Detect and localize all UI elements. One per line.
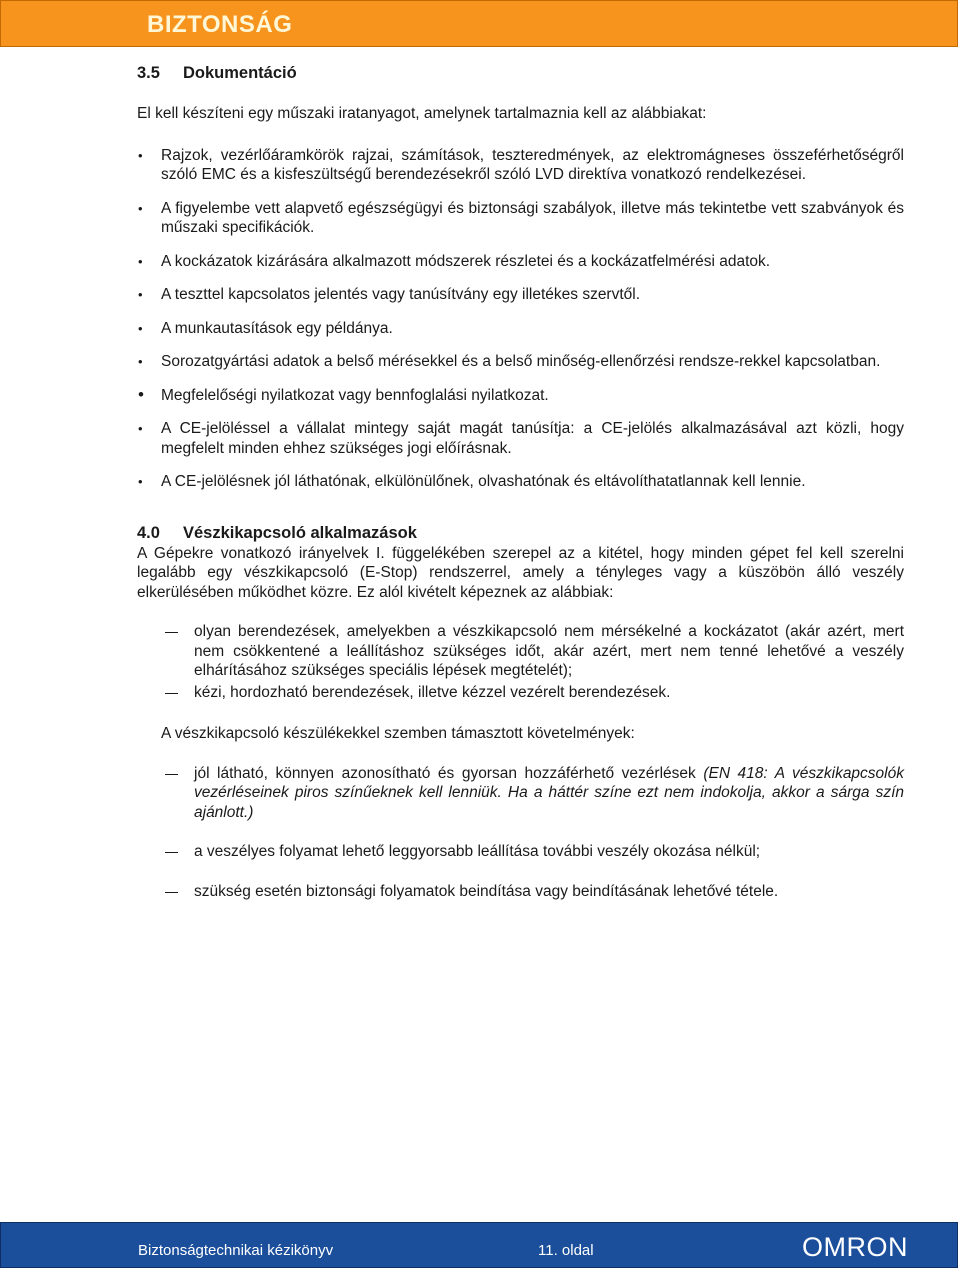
- section-title: Dokumentáció: [183, 64, 297, 82]
- section-number: 4.0: [137, 523, 160, 542]
- section-heading-emergency-stop: [137, 522, 904, 544]
- section-heading-documentation: [137, 62, 904, 84]
- bullet-icon: •: [138, 384, 144, 404]
- requirements-list: [137, 764, 904, 902]
- list-item: kézi, hordozható berendezések, illetve kézzel vezérelt berendezések.: [137, 683, 904, 703]
- list-item: • A teszttel kapcsolatos jelentés vagy tanúsítvány egy illetékes szervtől.: [138, 286, 641, 303]
- list-item: a veszélyes folyamat lehető leggyorsabb leállítása további veszély okozása nélkül;: [137, 842, 904, 862]
- bullet-icon: •: [138, 200, 143, 216]
- list-item: • A kockázatok kizárására alkalmazott módszerek részletei és a kockázatfelmérési adatok.: [138, 252, 771, 270]
- footer-bar: [0, 1222, 958, 1268]
- bullet-icon: •: [138, 421, 143, 436]
- list-item: szükség esetén biztonsági folyamatok beindítása vagy beindításának lehetővé tétele.: [137, 882, 904, 902]
- section-paragraph: A Gépekre vonatkozó irányelvek I. függelékében szerepel az a kitétel, hogy minden gépet fel kell szerelni legalább egy vészkikapcsoló (E-Stop) rendszerrel, amely a tényleges vagy a küszöbön álló veszély elkerülésében működhet közre. Ez alól kivételt képeznek az alábbiak:: [137, 544, 904, 601]
- documentation-list: [137, 146, 904, 492]
- footer-document-title: Biztonságtechnikai kézikönyv: [138, 1242, 334, 1259]
- bullet-icon: •: [138, 320, 143, 336]
- list-item: jól látható, könnyen azonosítható és gyorsan hozzáférhető vezérlések (EN 418: A vészkikapcsolók vezérléseinek piros színűeknek kell lenniük. Ha a háttér színe ezt nem indokolja, akkor a sárga szín ajánlott.): [137, 764, 904, 823]
- dash-icon: [165, 632, 178, 633]
- list-item: • Megfelelőségi nyilatkozat vagy bennfoglalási nyilatkozat.: [138, 384, 549, 404]
- bullet-icon: •: [138, 287, 143, 302]
- section-number: 3.5: [137, 64, 160, 82]
- dash-icon: [165, 693, 178, 694]
- header-bar: [0, 0, 958, 47]
- header-title: BIZTONSÁG: [147, 11, 293, 38]
- list-item: • A figyelembe vett alapvető egészségügyi és biztonsági szabályok, illetve más tekintetbe vett szabványok és műszaki specifikációk.: [138, 199, 904, 236]
- list-item: olyan berendezések, amelyekben a vészkikapcsoló nem mérsékelné a kockázatot (akár azért, mert nem csökkentené a leállításhoz szükséges időt, akár azért, mert nem tenné lehetővé a veszély elhárításához szükséges speciális lépések megtételét);: [137, 622, 904, 681]
- exceptions-list: [137, 622, 904, 702]
- dash-icon: [165, 852, 178, 853]
- list-item: • Rajzok, vezérlőáramkörök rajzai, számítások, teszteredmények, az elektromágneses összeférhetőségről szóló EMC és a kisfeszültségű berendezésekről szóló LVD direktíva vonatkozó rendelkezései.: [138, 146, 904, 183]
- bullet-icon: •: [138, 253, 143, 269]
- list-item: • Sorozatgyártási adatok a belső mérésekkel és a belső minőség-ellenőrzési rendsze-rekkel kapcsolatban.: [138, 353, 881, 370]
- dash-icon: [165, 892, 178, 893]
- bullet-icon: •: [138, 147, 143, 163]
- page-number: 11. oldal: [538, 1242, 594, 1259]
- section-emergency-stop: [137, 522, 904, 902]
- dash-icon: [165, 774, 178, 775]
- bullet-icon: •: [138, 474, 143, 489]
- list-item: • A CE-jelöléssel a vállalat mintegy saját magát tanúsítja: a CE-jelölés alkalmazásával azt közli, hogy megfelelt minden ehhez szükséges jogi előírásnak.: [138, 420, 904, 457]
- page-content: [137, 62, 904, 921]
- section-title: Vészkikapcsoló alkalmazások: [183, 523, 417, 542]
- requirements-intro: A vészkikapcsoló készülékekkel szemben támasztott követelmények:: [161, 725, 635, 742]
- omron-logo: OMRON: [802, 1232, 908, 1262]
- list-item: • A munkautasítások egy példánya.: [138, 319, 393, 337]
- section-intro: El kell készíteni egy műszaki iratanyagot, amelynek tartalmaznia kell az alábbiakat:: [137, 105, 707, 122]
- bullet-icon: •: [138, 354, 143, 369]
- list-item: • A CE-jelölésnek jól láthatónak, elkülönülőnek, olvashatónak és eltávolíthatatlannak kell lennie.: [138, 473, 806, 490]
